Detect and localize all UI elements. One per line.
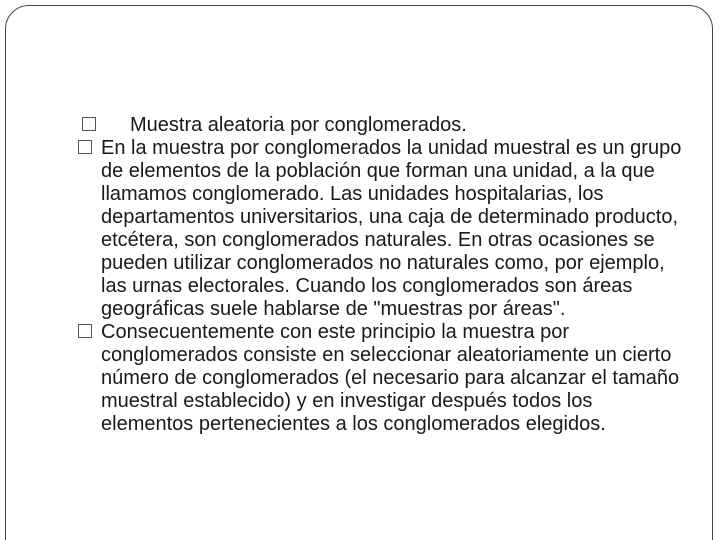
slide-body <box>78 114 688 436</box>
square-bullet-icon <box>78 140 92 154</box>
bullet-item-2 <box>78 137 688 321</box>
bullet-text-1: Muestra aleatoria por conglomerados. <box>130 114 467 136</box>
square-bullet-icon <box>82 117 96 131</box>
bullet-item-1 <box>78 114 688 137</box>
bullet-text-2: En la muestra por conglomerados la unidad muestral es un grupo de elementos de la población que forman una unidad, a la que llamamos conglomerado. Las unidades hospitalarias, los departamentos universitarios, una caja de determinado producto, etcétera, son conglomerados naturales. En otras ocasiones se pueden utilizar conglomerados no naturales como, por ejemplo, las urnas electorales. Cuando los conglomerados son áreas geográficas suele hablarse de "muestras por áreas". <box>101 137 682 320</box>
square-bullet-icon <box>78 324 92 338</box>
bullet-text-3: Consecuentemente con este principio la muestra por conglomerados consiste en seleccionar aleatoriamente un cierto número de conglomerados (el necesario para alcanzar el tamaño muestral establecido) y en investigar después todos los elementos pertenecientes a los conglomerados elegidos. <box>101 321 680 435</box>
bullet-item-3 <box>78 321 688 436</box>
